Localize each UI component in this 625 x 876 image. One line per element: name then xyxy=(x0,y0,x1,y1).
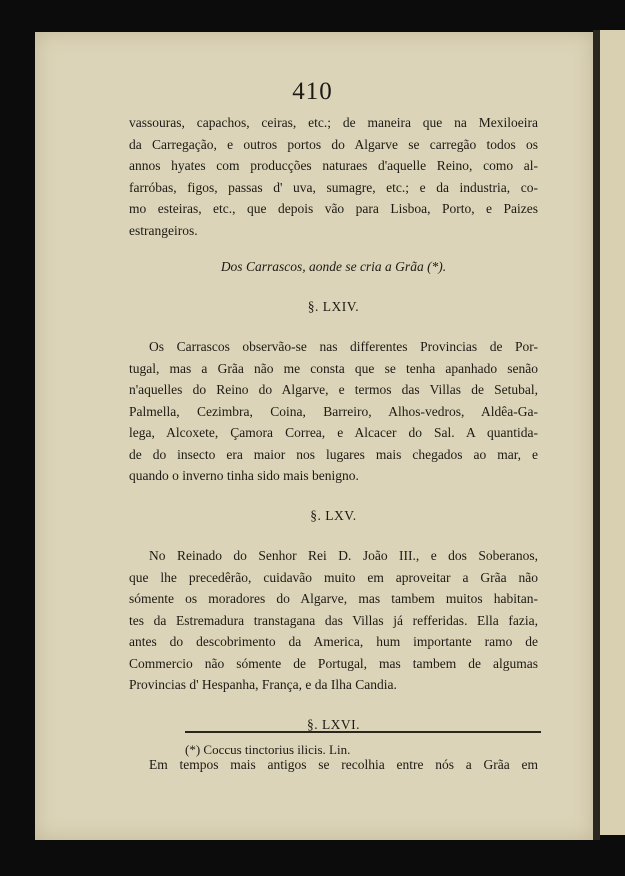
opening-paragraph xyxy=(129,112,538,241)
text-line: tugal, mas a Grãa não me consta que se tenha apanhado senão xyxy=(129,360,538,376)
text-line: Os Carrascos observão-se nas differentes Provincias de Por- xyxy=(149,339,538,354)
text-line: annos hyates com producções naturaes d'aquelle Reino, como al- xyxy=(129,158,538,173)
section-title-lxv: §. LXV. xyxy=(310,507,357,523)
section-paragraph-lxiv xyxy=(129,336,538,487)
text-line: sómente os moradores do Algarve, mas tambem muitos habitan- xyxy=(129,591,538,606)
book-gutter xyxy=(593,30,600,840)
text-line: Em tempos mais antigos se recolhia entre nós a Grãa em xyxy=(149,757,538,772)
text-line: que lhe precedêrão, cuidavão muito em aproveitar a Grãa não xyxy=(129,569,538,585)
footnote: (*) Coccus tinctorius ilicis. Lin. xyxy=(185,742,351,757)
text-line: da Carregação, e outros portos do Algarve se carregão todos os xyxy=(129,136,538,152)
text-line: Commercio não sómente de Portugal, mas tambem de algumas xyxy=(129,655,538,671)
section-title-lxiv: §. LXIV. xyxy=(307,298,360,314)
text-line: de do insecto era maior nos lugares mais chegados ao mar, e xyxy=(129,446,538,462)
facing-page-edge xyxy=(600,30,625,835)
page-number: 410 xyxy=(292,78,333,105)
text-line: Palmella, Cezimbra, Coina, Barreiro, Alhos-vedros, Aldêa-Ga- xyxy=(129,403,538,419)
text-line: n'aquelles do Reino do Algarve, e termos das Villas de Setubal, xyxy=(129,382,538,397)
text-line: estrangeiros. xyxy=(129,222,198,238)
page-body xyxy=(129,112,538,776)
text-line: quando o inverno tinha sido mais benigno. xyxy=(129,468,359,483)
text-line: mo esteiras, etc., que depois vão para Lisboa, Porto, e Paizes xyxy=(129,201,538,216)
text-line: farróbas, figos, passas d' uva, sumagre, etc.; e da industria, co- xyxy=(129,179,538,195)
section-paragraph-lxv xyxy=(129,545,538,696)
text-line: antes do descobrimento da America, hum importante ramo de xyxy=(129,634,538,649)
text-line: Provincias d' Hespanha, França, e da Ilha Candia. xyxy=(129,677,397,692)
section-title-lxvi: §. LXVI. xyxy=(306,716,361,732)
text-line: No Reinado do Senhor Rei D. João III., e dos Soberanos, xyxy=(149,548,538,563)
chapter-subheading: Dos Carrascos, aonde se cria a Grãa (*). xyxy=(220,259,447,274)
text-line: vassouras, capachos, ceiras, etc.; de maneira que na Mexiloeira xyxy=(129,115,538,130)
text-line: tes da Estremadura transtagana das Villas já refferidas. Ella fazia, xyxy=(129,612,538,628)
footnote-rule xyxy=(185,731,541,733)
text-line: lega, Alcoxete, Çamora Correa, e Alcacer do Sal. A quantida- xyxy=(129,425,538,440)
